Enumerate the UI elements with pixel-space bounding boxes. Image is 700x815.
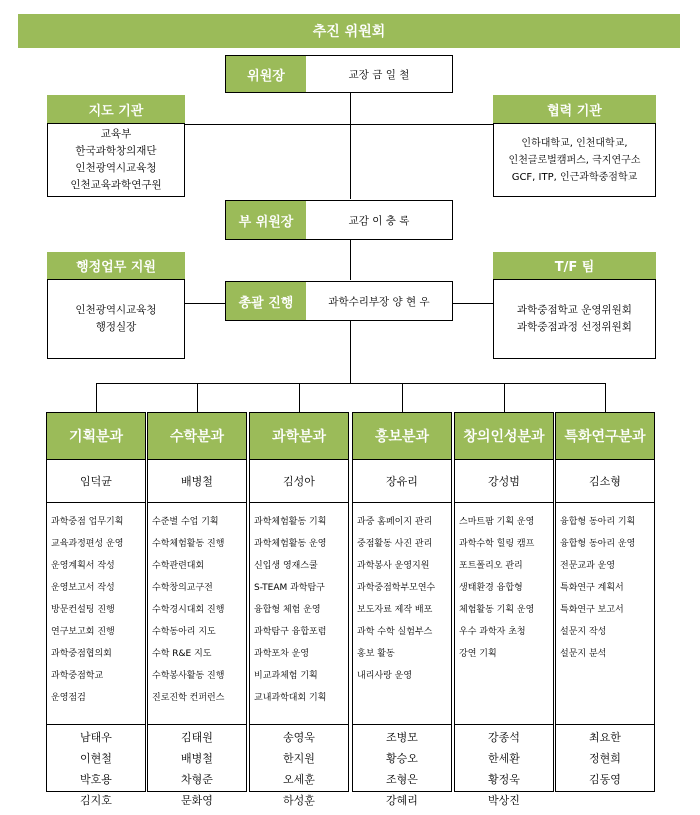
division-task: 과학봉사 운영지원	[357, 561, 430, 571]
division-task: 수준별 수업 기획	[152, 517, 219, 527]
division-member: 박상진	[488, 794, 520, 807]
cooperation-item: 인천글로벌캠퍼스, 극지연구소	[508, 154, 641, 166]
division-leader: 장유리	[353, 460, 451, 503]
division-member: 조형은	[386, 773, 418, 786]
division-leader: 김성아	[250, 460, 348, 503]
chair-role-label: 위원장	[226, 56, 306, 92]
division-member: 김태원	[181, 731, 213, 744]
divisions-bus-line	[96, 383, 605, 384]
tf-body	[493, 279, 656, 359]
division-task: 수학창의교구전	[152, 583, 213, 593]
division-task: 과학중점학부모연수	[357, 583, 436, 593]
division-tasks	[148, 503, 246, 725]
division-members	[148, 725, 246, 811]
division-member: 한세환	[488, 752, 520, 765]
tf-title: T/F 팀	[493, 252, 656, 279]
division-task: 설문지 작성	[560, 627, 607, 637]
division-task: 수학동아리 지도	[152, 627, 216, 637]
division-member: 문화영	[181, 794, 213, 807]
division-column	[249, 412, 349, 807]
division-task: 운영점검	[51, 693, 86, 703]
general-person: 과학수리부장 양 현 우	[306, 282, 452, 320]
division-member: 황정욱	[488, 773, 520, 786]
division-task: 수학경시대회 진행	[152, 605, 225, 615]
guidance-body	[47, 123, 185, 197]
cooperation-body	[493, 123, 656, 197]
division-members	[455, 725, 553, 811]
division-members	[556, 725, 654, 790]
division-column	[46, 412, 146, 807]
division-leader: 임덕균	[47, 460, 145, 503]
division-drop-5	[504, 383, 505, 412]
division-leader: 강성범	[455, 460, 553, 503]
division-task: 과학체험활동 기획	[254, 517, 327, 527]
division-member: 오세훈	[283, 773, 315, 786]
division-task: 특화연구 계획서	[560, 583, 624, 593]
division-member: 강종석	[488, 731, 520, 744]
division-member: 조병모	[386, 731, 418, 744]
division-task: 과학체험활동 운영	[254, 539, 327, 549]
division-member: 김지호	[80, 794, 112, 807]
division-members	[250, 725, 348, 811]
division-task: 수학봉사활동 진행	[152, 671, 225, 681]
division-member: 이현철	[80, 752, 112, 765]
division-member: 황승오	[386, 752, 418, 765]
division-task: 과학중점 업무기획	[51, 517, 124, 527]
chair-box	[225, 55, 453, 93]
guidance-item: 교육부	[100, 128, 132, 140]
division-task: 과학탐구 융합포럼	[254, 627, 327, 637]
division-column	[352, 412, 452, 807]
division-task: 비교과체험 기획	[254, 671, 318, 681]
chair-person: 교장 금 일 철	[306, 56, 452, 92]
division-task: 융합형 동아리 운영	[560, 539, 636, 549]
division-member: 김동영	[589, 773, 621, 786]
division-name: 기획분과	[47, 413, 145, 460]
division-task: 융합형 체험 운영	[254, 605, 321, 615]
admin-title: 행정업무 지원	[47, 252, 185, 279]
division-column	[454, 412, 554, 807]
tf-item: 과학중점과정 선정위원회	[517, 321, 632, 333]
division-column	[147, 412, 247, 807]
page-title: 추진 위원회	[18, 14, 680, 48]
general-role-label: 총괄 진행	[226, 282, 306, 320]
guidance-item: 인천광역시교육청	[75, 162, 157, 174]
division-task: 우수 과학자 초청	[459, 627, 526, 637]
division-task: 수학체험활동 진행	[152, 539, 225, 549]
division-task: 특화연구 보고서	[560, 605, 624, 615]
division-member: 송영욱	[283, 731, 315, 744]
division-member: 한지원	[283, 752, 315, 765]
cooperation-title: 협력 기관	[493, 95, 656, 123]
division-task: 과중 홈페이지 관리	[357, 517, 433, 527]
division-task: 방문컨설팅 진행	[51, 605, 115, 615]
division-member: 남태우	[80, 731, 112, 744]
division-drop-6	[605, 383, 606, 412]
division-task: 교내과학대회 기획	[254, 693, 327, 703]
division-drop-4	[402, 383, 403, 412]
division-task: 수학관련대회	[152, 561, 205, 571]
trunk-line-3	[350, 320, 351, 384]
division-name: 홍보분과	[353, 413, 451, 460]
division-tasks	[556, 503, 654, 725]
division-task: 융합형 동아리 기획	[560, 517, 636, 527]
vice-chair-role-label: 부 위원장	[226, 201, 306, 239]
division-task: 교육과정편성 운영	[51, 539, 124, 549]
division-member: 박호용	[80, 773, 112, 786]
admin-body	[47, 279, 185, 359]
tf-item: 과학중점학교 운영위원회	[517, 304, 632, 316]
division-task: 보도자료 제작 배포	[357, 605, 433, 615]
trunk-line	[350, 92, 351, 199]
division-task: 운영계획서 작성	[51, 561, 115, 571]
division-task: 중점활동 사진 관리	[357, 539, 433, 549]
division-task: 전문교과 운영	[560, 561, 616, 571]
chair-branch-line	[185, 124, 493, 125]
admin-item: 인천광역시교육청	[75, 304, 157, 316]
division-task: 운영보고서 작성	[51, 583, 115, 593]
division-members	[353, 725, 451, 811]
division-column	[555, 412, 655, 792]
division-task: 과학수학 힐링 캠프	[459, 539, 535, 549]
division-task: 생태환경 융합형	[459, 583, 523, 593]
division-name: 수학분과	[148, 413, 246, 460]
division-task: 과학중점협의회	[51, 649, 112, 659]
division-tasks	[353, 503, 451, 725]
division-tasks	[47, 503, 145, 725]
division-tasks	[455, 503, 553, 725]
division-task: 홍보 활동	[357, 649, 395, 659]
vice-chair-box	[225, 200, 453, 240]
vice-chair-person: 교감 이 충 록	[306, 201, 452, 239]
division-task: 과학 수학 실험부스	[357, 627, 433, 637]
division-leader: 김소형	[556, 460, 654, 503]
division-name: 과학분과	[250, 413, 348, 460]
division-task: 과학중점학교	[51, 671, 104, 681]
division-task: 체험활동 기획 운영	[459, 605, 535, 615]
division-task: S-TEAM 과학탐구	[254, 583, 325, 593]
division-member: 강혜리	[386, 794, 418, 807]
trunk-line-2	[350, 239, 351, 280]
division-name: 특화연구분과	[556, 413, 654, 460]
division-leader: 배병철	[148, 460, 246, 503]
division-member: 정현희	[589, 752, 621, 765]
division-members	[47, 725, 145, 811]
division-task: 스마트팜 기획 운영	[459, 517, 535, 527]
division-drop-2	[197, 383, 198, 412]
division-task: 강연 기획	[459, 649, 497, 659]
division-task: 과학포차 운영	[254, 649, 310, 659]
division-task: 설문지 분석	[560, 649, 607, 659]
division-task: 연구보고회 진행	[51, 627, 115, 637]
division-member: 최요한	[589, 731, 621, 744]
general-box	[225, 281, 453, 321]
division-member: 차형준	[181, 773, 213, 786]
cooperation-item: GCF, ITP, 인근과학중점학교	[511, 171, 638, 183]
division-tasks	[250, 503, 348, 725]
cooperation-item: 인하대학교, 인천대학교,	[521, 137, 628, 149]
division-task: 내리사랑 운영	[357, 671, 413, 681]
admin-item: 행정실장	[95, 321, 137, 333]
division-drop-1	[96, 383, 97, 412]
division-task: 신입생 영재스쿨	[254, 561, 318, 571]
division-task: 수학 R&E 지도	[152, 649, 212, 659]
division-name: 창의인성분과	[455, 413, 553, 460]
guidance-item: 한국과학창의재단	[75, 145, 157, 157]
division-drop-3	[299, 383, 300, 412]
division-task: 진로진학 컨퍼런스	[152, 693, 225, 703]
guidance-item: 인천교육과학연구원	[70, 179, 162, 191]
division-task: 포트폴리오 관리	[459, 561, 523, 571]
guidance-title: 지도 기관	[47, 95, 185, 123]
division-member: 배병철	[181, 752, 213, 765]
division-member: 하성훈	[283, 794, 315, 807]
